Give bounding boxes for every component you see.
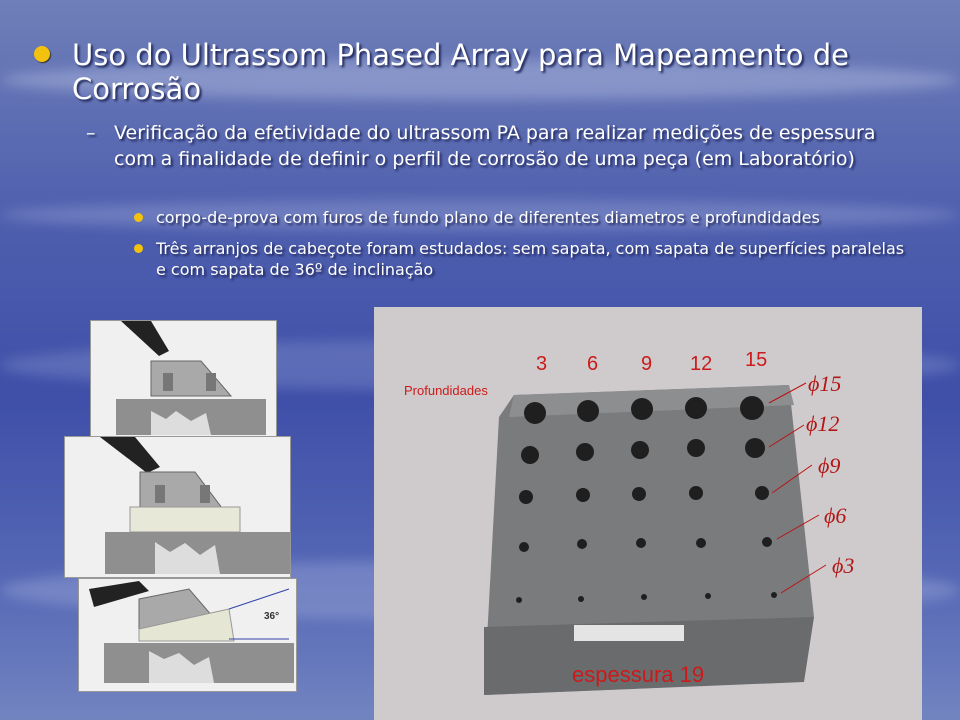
- sub-bullet-text: Três arranjos de cabeçote foram estudados: sem sapata, com sapata de superfícies paralelas e com sapata de 36º de inclinação: [156, 239, 905, 279]
- bullet-dot: [34, 46, 50, 62]
- sub-bullet-1: [132, 207, 912, 228]
- dash-marker: –: [86, 122, 96, 144]
- sub-bullet-text: corpo-de-prova com furos de fundo plano de diferentes diametros e profundidades: [156, 208, 820, 227]
- specimen-photo: [374, 307, 922, 720]
- angle-label: 36°: [264, 611, 280, 622]
- bullet-dot: [134, 213, 143, 222]
- probe-photo-36deg-wedge: [78, 578, 297, 692]
- diameter-label: ϕ6: [824, 503, 847, 528]
- probe-photo-parallel-wedge: [64, 436, 291, 578]
- subtitle-text: Verificação da efetividade do ultrassom PA para realizar medições de espessura com a finalidade de definir o perfil de corrosão de uma peça (em Laboratório): [114, 122, 876, 170]
- subtitle-bullet: [86, 120, 906, 172]
- thickness-label: espessura 19: [572, 662, 705, 687]
- depth-value: 9: [641, 353, 653, 375]
- depths-label: Profundidades: [404, 383, 488, 398]
- depth-value: 12: [690, 353, 713, 375]
- bullet-dot: [134, 244, 143, 253]
- depth-value: 15: [745, 349, 768, 371]
- title-bullet: [36, 38, 916, 106]
- diameter-label: ϕ12: [806, 411, 840, 436]
- slide-title: Uso do Ultrassom Phased Array para Mapeamento de Corrosão: [72, 38, 849, 106]
- diameter-label: ϕ9: [818, 453, 841, 478]
- depth-value: 3: [536, 353, 548, 375]
- diameter-label: ϕ3: [832, 553, 855, 578]
- probe-photo-no-wedge: [90, 320, 277, 439]
- sub-bullet-2: [132, 238, 912, 280]
- diameter-label: ϕ15: [808, 371, 842, 396]
- depth-value: 6: [587, 353, 599, 375]
